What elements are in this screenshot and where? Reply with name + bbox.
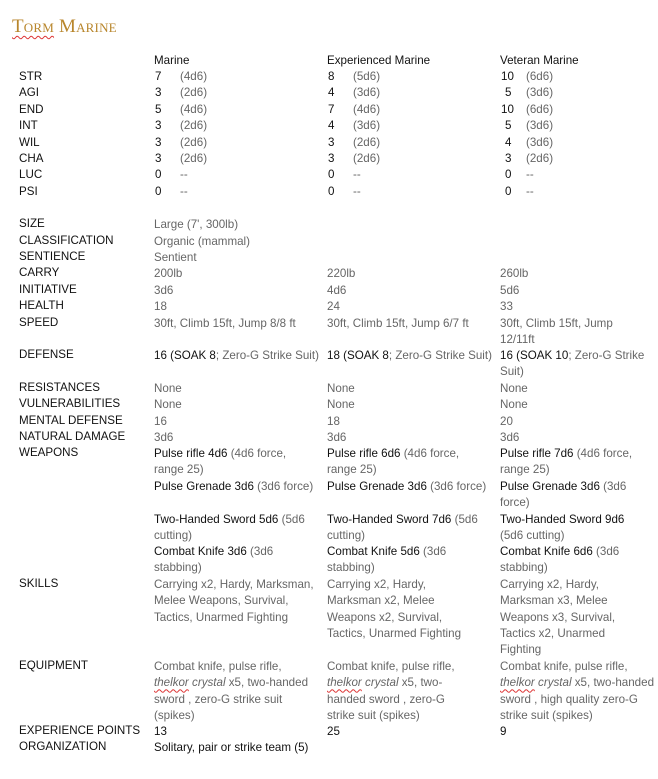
experience-label: EXPERIENCE POINTS: [19, 724, 141, 737]
defense-armor: ; Zero-G Strike Suit): [500, 349, 645, 379]
attribute-score: 10: [501, 102, 514, 116]
attribute-dice: --: [526, 184, 534, 198]
resistances-value: None: [500, 382, 528, 395]
weapon-entry: [327, 544, 489, 577]
attribute-score: 3: [328, 152, 335, 165]
weapon-name: Combat Knife 5d6: [327, 545, 420, 558]
crystal-word-2: crystal: [534, 676, 572, 690]
attribute-dice: (6d6): [526, 102, 554, 116]
weapon-detail: (3d6 force): [500, 480, 627, 510]
column-header-veteran: Veteran Marine: [500, 54, 579, 67]
attribute-score: 8: [328, 70, 335, 83]
attribute-dice: (4d6): [353, 102, 381, 116]
equipment-value: [154, 659, 316, 724]
weapon-entry: [154, 479, 316, 495]
attribute-label: PSI: [19, 184, 38, 198]
weapon-entry: [327, 512, 489, 545]
page-title: [12, 16, 117, 38]
attribute-score: 3: [328, 135, 335, 149]
equipment-text: x5, two-handed sword , zero-G strike suit (spikes): [327, 676, 445, 722]
attribute-score: 4: [328, 86, 335, 100]
organization-value: Solitary, pair or strike team (5): [154, 741, 309, 754]
attribute-dice: (2d6): [180, 135, 208, 149]
weapon-name: Pulse rifle 4d6: [154, 447, 228, 460]
column-header-experienced: Experienced Marine: [327, 54, 431, 67]
weapon-detail: (3d6 stabbing): [154, 545, 274, 575]
attribute-dice: (3d6): [353, 119, 381, 133]
attribute-dice: (3d6): [353, 86, 381, 100]
defense-value: [500, 348, 652, 381]
weapon-name: Two-Handed Sword 7d6: [327, 513, 452, 526]
health-label: HEALTH: [19, 299, 64, 312]
equipment-value: [327, 659, 471, 724]
resistances-value: None: [327, 382, 355, 395]
defense-label: DEFENSE: [19, 348, 74, 361]
attribute-dice: (3d6): [526, 135, 554, 149]
speed-value: 30ft, Climb 15ft, Jump 6/7 ft: [327, 317, 469, 330]
weapon-detail: (3d6 stabbing): [500, 545, 620, 575]
attribute-score: 3: [155, 135, 162, 149]
attribute-label: CHA: [19, 152, 44, 165]
weapon-entry: [327, 446, 489, 479]
attribute-label: AGI: [19, 86, 39, 100]
vulnerabilities-value: None: [154, 398, 182, 411]
vulnerabilities-value: None: [327, 398, 355, 411]
classification-label: CLASSIFICATION: [19, 234, 114, 247]
organization-label: ORGANIZATION: [19, 740, 107, 753]
weapon-detail: (4d6 force, range 25): [327, 447, 460, 477]
weapon-detail: (3d6 force): [253, 480, 314, 493]
vulnerabilities-label: VULNERABILITIES: [19, 397, 121, 410]
weapon-detail: (5d6 cutting): [500, 529, 565, 543]
weapon-entry: [500, 512, 648, 545]
skills-label: SKILLS: [19, 577, 59, 590]
attribute-score: 7: [155, 70, 162, 83]
attribute-score: 0: [155, 168, 162, 182]
weapon-entry: [500, 479, 648, 512]
attribute-dice: --: [353, 168, 361, 182]
attribute-dice: (2d6): [353, 135, 381, 149]
weapon-name: Combat Knife 3d6: [154, 545, 247, 558]
mental-defense-label: MENTAL DEFENSE: [19, 414, 123, 427]
attribute-dice: (3d6): [526, 86, 554, 100]
weapon-entry: [327, 479, 489, 495]
natural-damage-value: 3d6: [500, 431, 520, 444]
attribute-dice: (2d6): [180, 152, 208, 165]
equipment-text: x5, two-handed sword , high quality zero-G strike suit (spikes): [500, 676, 655, 722]
attribute-dice: (2d6): [353, 152, 381, 165]
defense-armor: ; Zero-G Strike Suit): [215, 349, 319, 362]
carry-value: 220lb: [327, 267, 356, 280]
initiative-label: INITIATIVE: [19, 283, 77, 296]
attribute-dice: (6d6): [526, 70, 554, 83]
attribute-score: 10: [501, 70, 514, 83]
attribute-score: 0: [155, 184, 162, 198]
attribute-score: 5: [505, 86, 512, 100]
carry-value: 200lb: [154, 267, 183, 280]
attribute-score: 0: [505, 168, 512, 182]
defense-number: 18 (: [327, 349, 347, 362]
skills-value: Carrying x2, Hardy, Marksman x3, Melee Weapons x3, Survival, Tactics x2, Unarmed Fighting: [500, 578, 616, 657]
attribute-dice: --: [180, 168, 188, 182]
attribute-dice: --: [353, 184, 361, 198]
attribute-dice: (2d6): [526, 152, 554, 165]
natural-damage-value: 3d6: [154, 431, 174, 444]
attribute-score: 0: [328, 168, 335, 182]
defense-armor: ; Zero-G Strike Suit): [388, 349, 492, 362]
experience-value: 9: [500, 725, 507, 738]
crystal-word-2: crystal: [188, 676, 226, 690]
weapon-name: Two-Handed Sword 9d6: [500, 513, 625, 526]
weapons-label: WEAPONS: [19, 446, 79, 459]
attribute-dice: --: [180, 184, 188, 198]
experience-value: 25: [327, 725, 340, 738]
weapon-entry: [500, 544, 648, 577]
health-value: 24: [327, 300, 340, 313]
speed-value: 30ft, Climb 15ft, Jump 8/8 ft: [154, 317, 296, 330]
initiative-value: 4d6: [327, 284, 347, 297]
attribute-dice: (5d6): [353, 70, 381, 83]
carry-label: CARRY: [19, 266, 60, 279]
mental-defense-value: 20: [500, 415, 513, 428]
weapon-detail: (3d6 stabbing): [327, 545, 447, 575]
attribute-label: STR: [19, 70, 43, 83]
experience-value: 13: [154, 725, 167, 738]
weapon-detail: (5d6 cutting): [154, 513, 305, 543]
defense-number: 16 (: [154, 349, 174, 362]
defense-value: [327, 348, 493, 364]
soak-value: SOAK 8: [173, 349, 216, 362]
soak-value: SOAK 8: [346, 349, 389, 362]
attribute-dice: --: [526, 168, 534, 182]
attribute-label: END: [19, 102, 44, 116]
skills-value: Carrying x2, Hardy, Marksman x2, Melee Weapons x2, Survival, Tactics, Unarmed Fighting: [327, 578, 462, 640]
resistances-value: None: [154, 382, 182, 395]
attribute-label: WIL: [19, 135, 40, 149]
size-value: Large (7', 300lb): [154, 218, 239, 231]
attribute-label: LUC: [19, 168, 43, 182]
title-word-1: Torm: [12, 16, 55, 37]
weapon-detail: (3d6 force): [426, 480, 487, 493]
speed-label: SPEED: [19, 316, 59, 329]
mental-defense-value: 18: [327, 415, 340, 428]
sentience-value: Sentient: [154, 251, 197, 264]
weapon-detail: (4d6 force, range 25): [500, 447, 633, 477]
equipment-text: x5, two-handed sword , zero-G strike suit (spikes): [154, 676, 309, 722]
equipment-text: Combat knife, pulse rifle,: [154, 660, 282, 673]
attribute-score: 7: [328, 102, 335, 116]
weapon-name: Pulse Grenade 3d6: [154, 480, 254, 493]
equipment-label: EQUIPMENT: [19, 659, 88, 672]
natural-damage-value: 3d6: [327, 431, 347, 444]
attribute-dice: (3d6): [526, 119, 554, 133]
weapon-detail: (5d6 cutting): [327, 513, 478, 543]
title-word-2: Marine: [54, 16, 117, 37]
speed-value: 30ft, Climb 15ft, Jump 12/11ft: [500, 317, 613, 347]
initiative-value: 3d6: [154, 284, 174, 297]
health-value: 18: [154, 300, 167, 313]
attribute-score: 5: [155, 102, 162, 116]
attribute-dice: (2d6): [180, 86, 208, 100]
attribute-dice: (4d6): [180, 70, 208, 83]
attribute-score: 4: [328, 119, 335, 133]
crystal-word: thelkor: [500, 676, 535, 690]
weapon-entry: [154, 512, 316, 545]
attribute-score: 0: [505, 184, 512, 198]
weapon-name: Combat Knife 6d6: [500, 545, 593, 558]
natural-damage-label: NATURAL DAMAGE: [19, 430, 126, 443]
equipment-text: Combat knife, pulse rifle,: [327, 660, 455, 673]
attribute-score: 0: [328, 184, 335, 198]
attribute-dice: (4d6): [180, 102, 208, 116]
attribute-score: 3: [505, 152, 512, 165]
defense-number: 16 (: [500, 349, 520, 362]
defense-value: [154, 348, 320, 364]
size-label: SIZE: [19, 217, 45, 230]
weapon-detail: (4d6 force, range 25): [154, 447, 287, 477]
crystal-word-2: crystal: [361, 676, 399, 690]
health-value: 33: [500, 300, 513, 313]
attribute-score: 3: [155, 86, 162, 100]
soak-value: SOAK 10: [519, 349, 569, 362]
carry-value: 260lb: [500, 267, 529, 280]
attribute-score: 3: [155, 152, 162, 165]
skills-value: Carrying x2, Hardy, Marksman, Melee Weapons, Survival, Tactics, Unarmed Fighting: [154, 578, 314, 624]
resistances-label: RESISTANCES: [19, 381, 100, 394]
weapon-name: Two-Handed Sword 5d6: [154, 513, 279, 526]
attribute-dice: (2d6): [180, 119, 208, 133]
weapon-entry: [154, 544, 316, 577]
attribute-score: 4: [505, 135, 512, 149]
sentience-label: SENTIENCE: [19, 250, 86, 263]
weapon-name: Pulse rifle 7d6: [500, 447, 574, 460]
column-header-marine: Marine: [154, 54, 190, 67]
weapon-name: Pulse rifle 6d6: [327, 447, 401, 460]
attribute-score: 5: [505, 119, 512, 133]
crystal-word: thelkor: [154, 676, 189, 690]
weapon-entry: [500, 446, 648, 479]
weapon-name: Pulse Grenade 3d6: [327, 480, 427, 493]
vulnerabilities-value: None: [500, 398, 528, 411]
initiative-value: 5d6: [500, 284, 520, 297]
attribute-score: 3: [155, 119, 162, 133]
equipment-text: Combat knife, pulse rifle,: [500, 660, 628, 673]
classification-value: Organic (mammal): [154, 235, 250, 248]
attribute-label: INT: [19, 119, 38, 133]
crystal-word: thelkor: [327, 676, 362, 690]
mental-defense-value: 16: [154, 415, 167, 428]
weapon-entry: [154, 446, 316, 479]
weapon-name: Pulse Grenade 3d6: [500, 480, 600, 493]
equipment-value: [500, 659, 658, 724]
